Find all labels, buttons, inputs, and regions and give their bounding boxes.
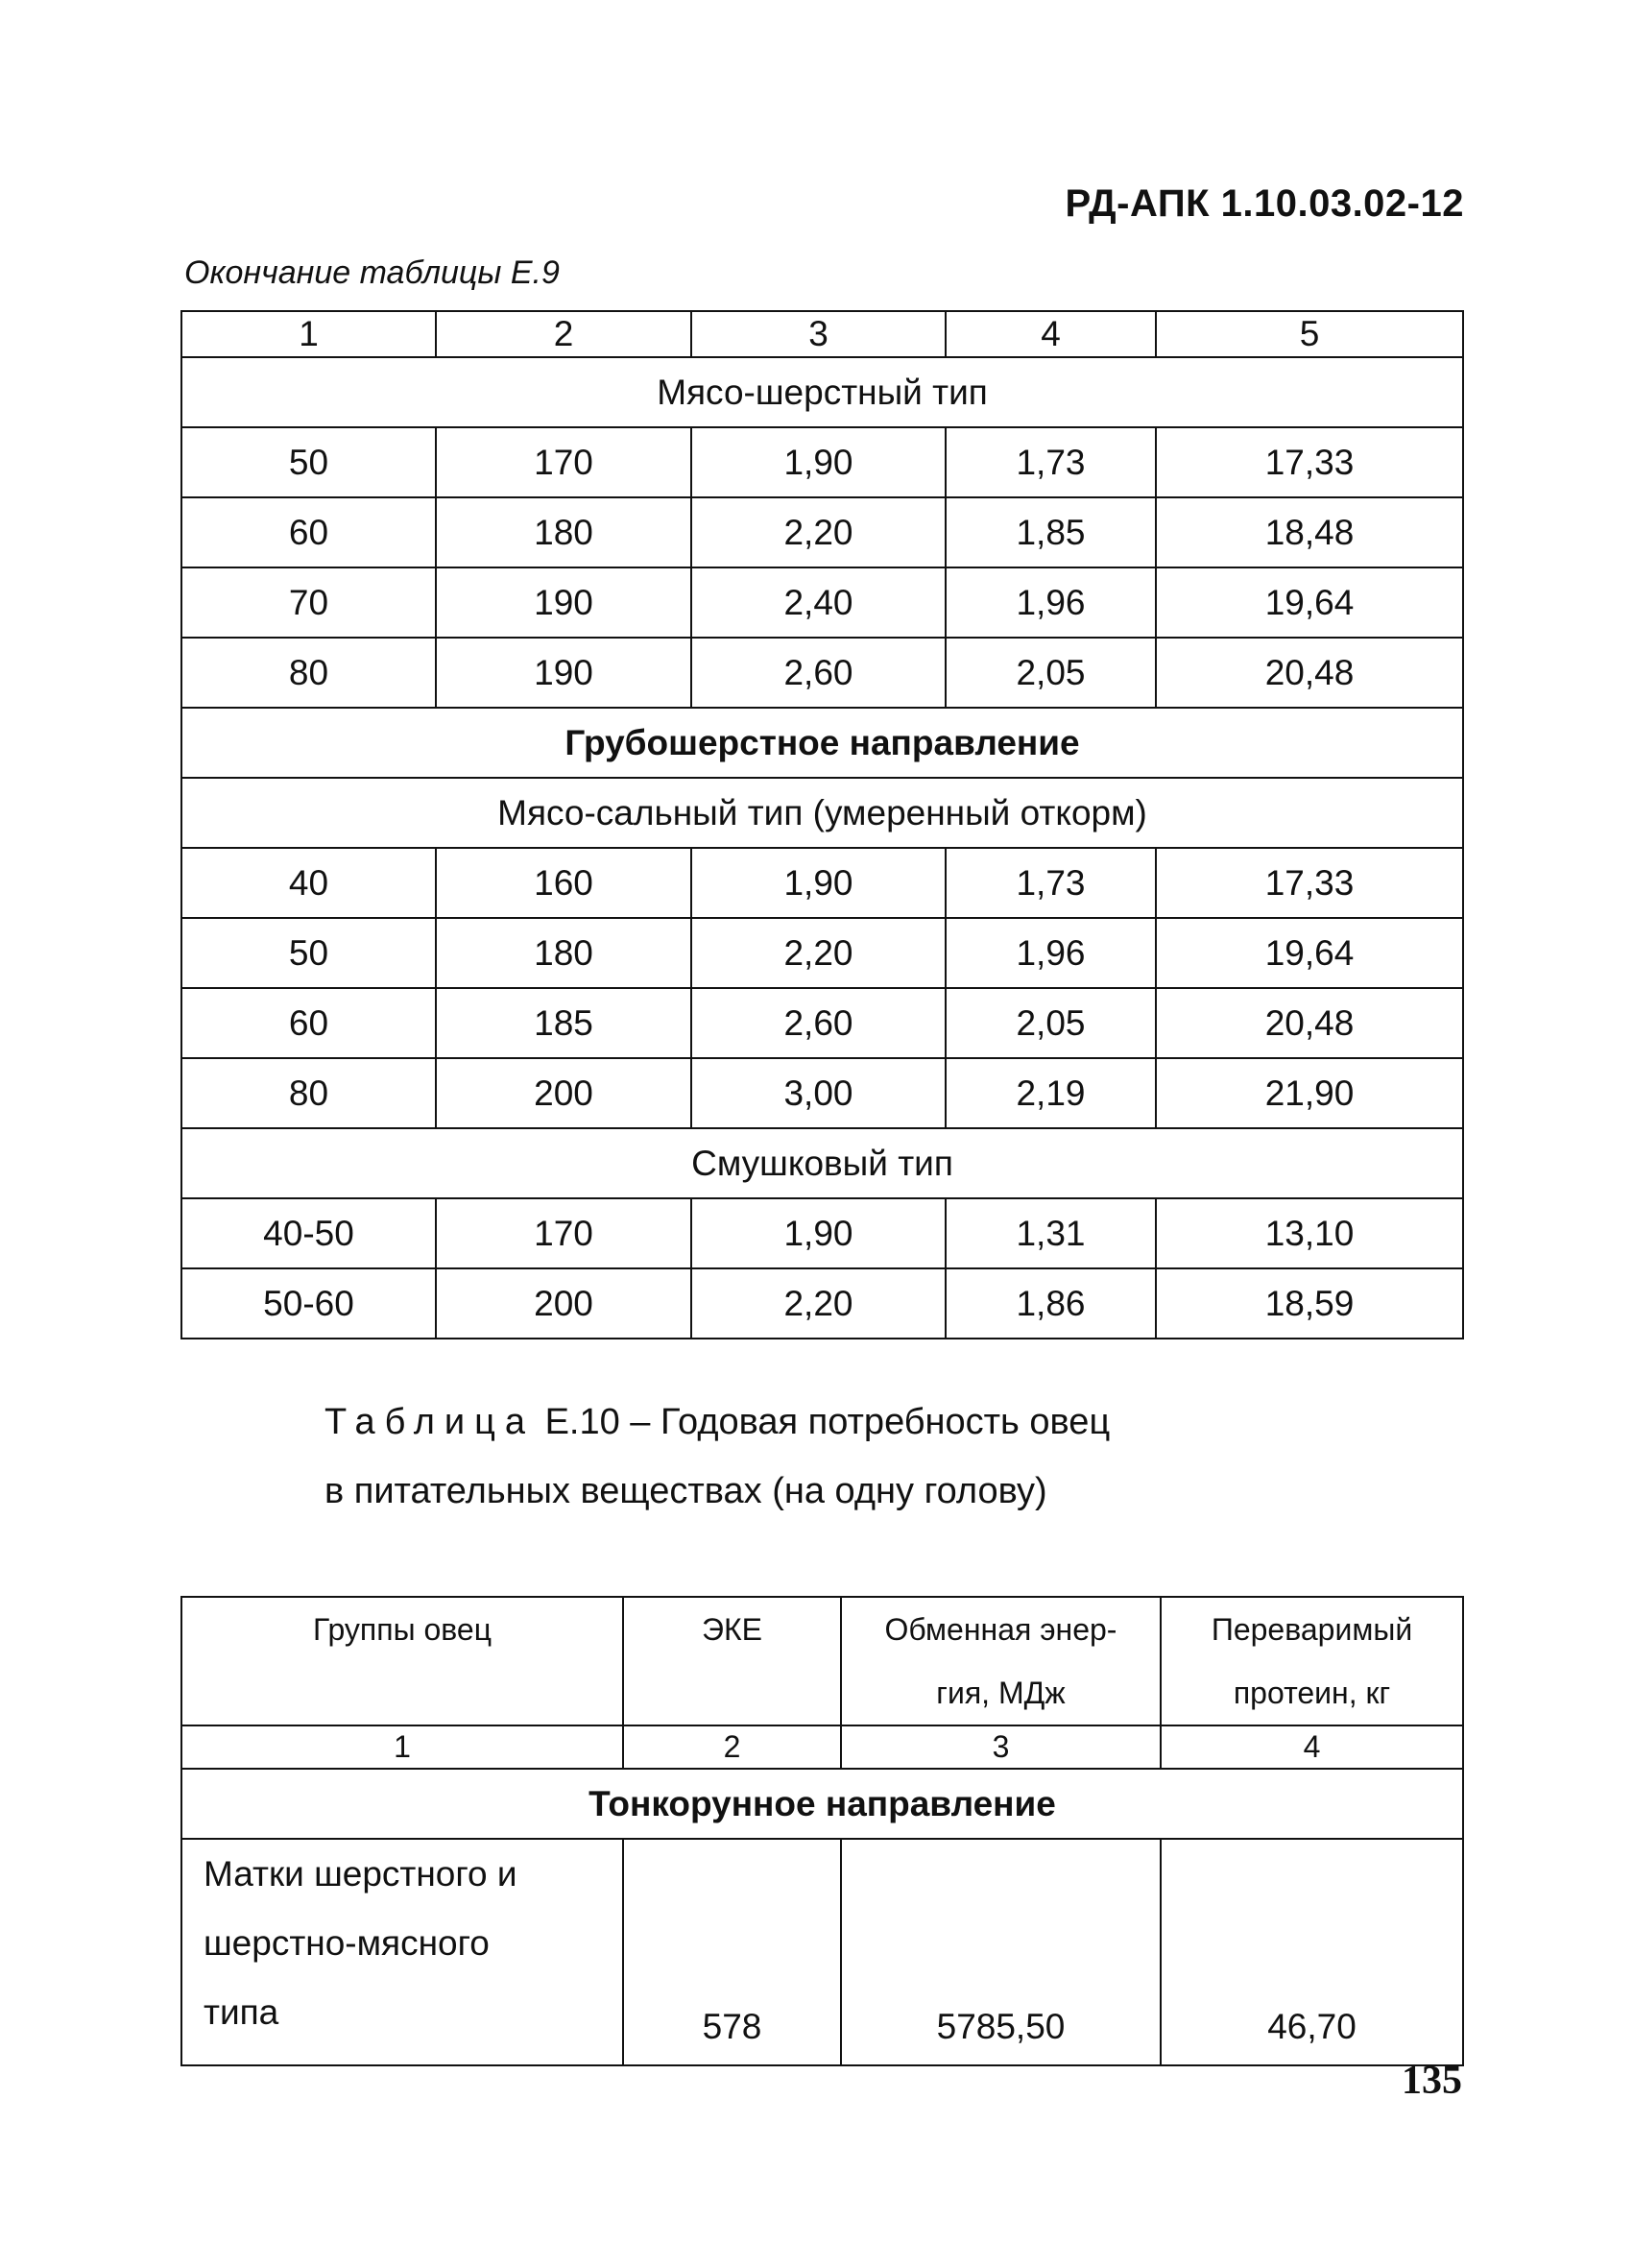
table-cell: 1,73 xyxy=(946,848,1156,918)
table-cell: 1,90 xyxy=(691,427,946,497)
table-e10-caption-line2: в питательных веществах (на одну голову) xyxy=(324,1471,1047,1511)
table-cell: 2,05 xyxy=(946,638,1156,708)
table-cell: 190 xyxy=(436,638,691,708)
table-cell: 1,90 xyxy=(691,848,946,918)
table-cell: 1,73 xyxy=(946,427,1156,497)
section-title: Грубошерстное направление xyxy=(181,708,1463,778)
header-cell: Группы овец xyxy=(181,1597,623,1725)
table-cell: 17,33 xyxy=(1156,427,1463,497)
column-number-cell: 1 xyxy=(181,311,436,357)
table-cell: 19,64 xyxy=(1156,567,1463,638)
column-number-cell: 4 xyxy=(1161,1725,1463,1769)
table-cell: 2,60 xyxy=(691,988,946,1058)
table-cell: 19,64 xyxy=(1156,918,1463,988)
table-cell: 1,96 xyxy=(946,918,1156,988)
table-cell: 20,48 xyxy=(1156,988,1463,1058)
table-continuation-label: Окончание таблицы Е.9 xyxy=(184,254,560,291)
table-cell: 60 xyxy=(181,497,436,567)
section-title: Тонкорунное направление xyxy=(181,1769,1463,1839)
table-cell: 40-50 xyxy=(181,1198,436,1268)
table-e9 xyxy=(180,310,1464,1339)
table-row xyxy=(181,918,1463,988)
table-cell: 2,40 xyxy=(691,567,946,638)
table-cell: 200 xyxy=(436,1268,691,1339)
table-caption-word: Таблица xyxy=(324,1402,535,1442)
column-number-cell: 3 xyxy=(841,1725,1161,1769)
table-cell: 1,86 xyxy=(946,1268,1156,1339)
header-cell: Обменная энер- гия, МДж xyxy=(841,1597,1161,1725)
table-header-row xyxy=(181,1597,1463,1725)
table-cell: 2,20 xyxy=(691,918,946,988)
eke-cell: 578 xyxy=(623,1839,841,2065)
table-cell: 200 xyxy=(436,1058,691,1128)
table-cell: 70 xyxy=(181,567,436,638)
table-cell: 2,20 xyxy=(691,1268,946,1339)
table-cell: 50-60 xyxy=(181,1268,436,1339)
table-row xyxy=(181,1839,1463,2065)
table-cell: 13,10 xyxy=(1156,1198,1463,1268)
table-cell: 18,59 xyxy=(1156,1268,1463,1339)
table-cell: 1,90 xyxy=(691,1198,946,1268)
table-cell: 50 xyxy=(181,427,436,497)
section-title: Мясо-шерстный тип xyxy=(181,357,1463,427)
section-row xyxy=(181,1769,1463,1839)
energy-cell: 5785,50 xyxy=(841,1839,1161,2065)
table-row xyxy=(181,988,1463,1058)
column-number-cell: 5 xyxy=(1156,311,1463,357)
protein-cell: 46,70 xyxy=(1161,1839,1463,2065)
table-cell: 190 xyxy=(436,567,691,638)
table-cell: 21,90 xyxy=(1156,1058,1463,1128)
table-cell: 185 xyxy=(436,988,691,1058)
group-cell: Матки шерстного и шерстно-мясного типа xyxy=(181,1839,623,2065)
table-cell: 170 xyxy=(436,427,691,497)
table-cell: 2,05 xyxy=(946,988,1156,1058)
table-row xyxy=(181,427,1463,497)
table-cell: 2,19 xyxy=(946,1058,1156,1128)
column-number-row xyxy=(181,311,1463,357)
table-cell: 160 xyxy=(436,848,691,918)
column-number-row xyxy=(181,1725,1463,1769)
table-row xyxy=(181,1198,1463,1268)
table-cell: 1,96 xyxy=(946,567,1156,638)
table-cell: 17,33 xyxy=(1156,848,1463,918)
section-row xyxy=(181,708,1463,778)
table-row xyxy=(181,848,1463,918)
column-number-cell: 2 xyxy=(436,311,691,357)
table-row xyxy=(181,1268,1463,1339)
table-cell: 2,60 xyxy=(691,638,946,708)
table-e10 xyxy=(180,1596,1464,2066)
header-cell: ЭКЕ xyxy=(623,1597,841,1725)
table-cell: 20,48 xyxy=(1156,638,1463,708)
table-cell: 80 xyxy=(181,1058,436,1128)
table-row xyxy=(181,1058,1463,1128)
table-row xyxy=(181,497,1463,567)
section-row xyxy=(181,778,1463,848)
table-row xyxy=(181,567,1463,638)
table-cell: 50 xyxy=(181,918,436,988)
table-cell: 3,00 xyxy=(691,1058,946,1128)
table-caption-text: Е.10 – Годовая потребность овец xyxy=(544,1402,1111,1442)
column-number-cell: 1 xyxy=(181,1725,623,1769)
table-cell: 1,31 xyxy=(946,1198,1156,1268)
section-title: Мясо-сальный тип (умеренный откорм) xyxy=(181,778,1463,848)
table-cell: 60 xyxy=(181,988,436,1058)
header-cell: Переваримый протеин, кг xyxy=(1161,1597,1463,1725)
section-row xyxy=(181,357,1463,427)
table-cell: 80 xyxy=(181,638,436,708)
table-cell: 1,85 xyxy=(946,497,1156,567)
document-code: РД-АПК 1.10.03.02-12 xyxy=(1065,182,1464,225)
table-e10-caption-line1 xyxy=(324,1402,1110,1443)
page-number: 135 xyxy=(1402,2059,1462,2103)
column-number-cell: 3 xyxy=(691,311,946,357)
table-cell: 170 xyxy=(436,1198,691,1268)
section-row xyxy=(181,1128,1463,1198)
column-number-cell: 4 xyxy=(946,311,1156,357)
column-number-cell: 2 xyxy=(623,1725,841,1769)
table-cell: 180 xyxy=(436,918,691,988)
table-cell: 40 xyxy=(181,848,436,918)
table-row xyxy=(181,638,1463,708)
table-cell: 18,48 xyxy=(1156,497,1463,567)
table-cell: 2,20 xyxy=(691,497,946,567)
section-title: Смушковый тип xyxy=(181,1128,1463,1198)
table-cell: 180 xyxy=(436,497,691,567)
